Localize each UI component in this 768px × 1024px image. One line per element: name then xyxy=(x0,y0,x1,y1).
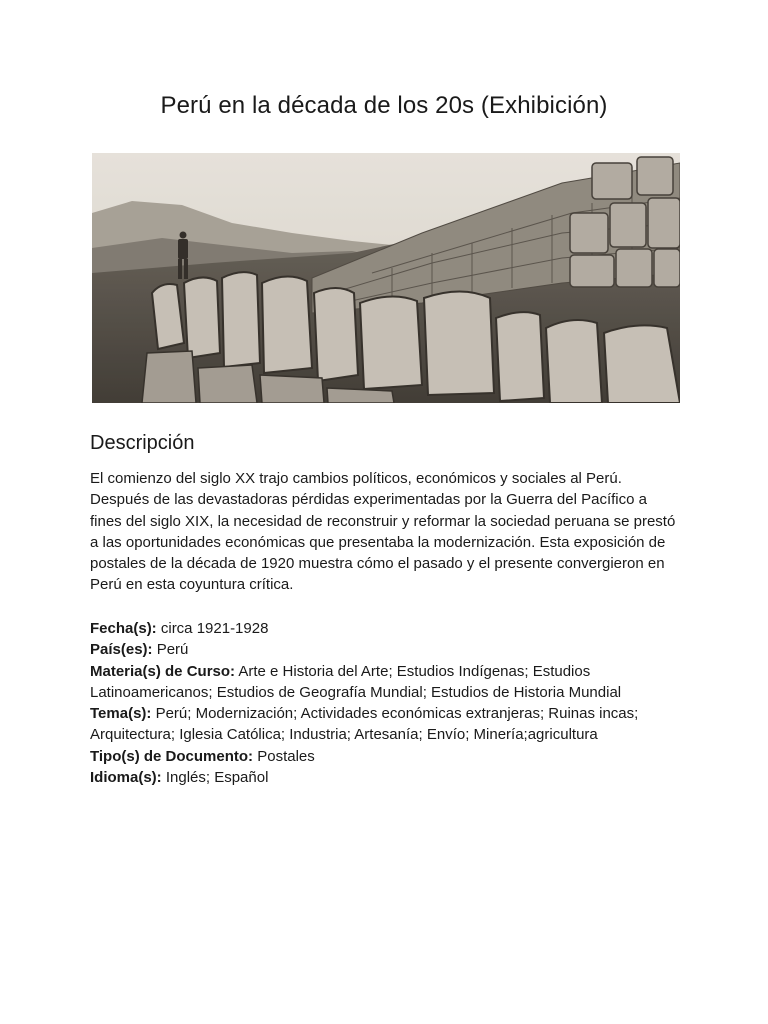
metadata-paises-value: Perú xyxy=(156,641,189,659)
metadata-fechas xyxy=(90,618,680,639)
description-text: El comienzo del siglo XX trajo cambios políticos, económicos y sociales al Perú. Después de las devastadoras pérdidas experimentadas por la Guerra del Pacífico a fines del siglo XIX, la necesidad de reconstruir y reformar la sociedad peruana se prestó a las oportunidades económicas que presentaba la modernización. Esta exposición de postales de la década de 1920 muestra cómo el pasado y el presente convergieron en Perú en esta coyuntura crítica. xyxy=(90,470,676,594)
metadata-temas-value: Perú; Modernización; Actividades económicas extranjeras; Ruinas incas; Arquitectura; Iglesia Católica; Industria; Artesanía; Envío; Minería;agricultura xyxy=(90,705,639,744)
metadata-idiomas-value: Inglés; Español xyxy=(165,769,269,787)
description-heading: Descripción xyxy=(90,432,195,454)
page-title: Perú en la década de los 20s (Exhibición) xyxy=(160,92,608,119)
metadata-idiomas-label: Idioma(s): xyxy=(90,769,162,787)
metadata-tipos-label: Tipo(s) de Documento: xyxy=(90,747,254,765)
metadata-tipos-value: Postales xyxy=(257,747,315,765)
metadata-paises xyxy=(90,639,680,660)
metadata-tipos xyxy=(90,746,680,767)
metadata-materias xyxy=(90,661,680,704)
photograph-illustration xyxy=(92,153,680,403)
inca-walls-photograph xyxy=(92,153,680,403)
metadata-materias-value: Arte e Historia del Arte; Estudios Indígenas; Estudios Latinoamericanos; Estudios de Geografía Mundial; Estudios de Historia Mundial xyxy=(90,662,622,701)
metadata-fechas-label: Fecha(s): xyxy=(90,620,157,637)
metadata-temas-label: Tema(s): xyxy=(90,705,152,723)
metadata-materias-label: Materia(s) de Curso: xyxy=(90,662,236,680)
metadata-temas xyxy=(90,703,680,746)
metadata-paises-label: País(es): xyxy=(90,641,153,659)
metadata-idiomas xyxy=(90,767,680,788)
metadata-list xyxy=(90,618,680,788)
metadata-fechas-value: circa 1921-1928 xyxy=(160,620,269,637)
